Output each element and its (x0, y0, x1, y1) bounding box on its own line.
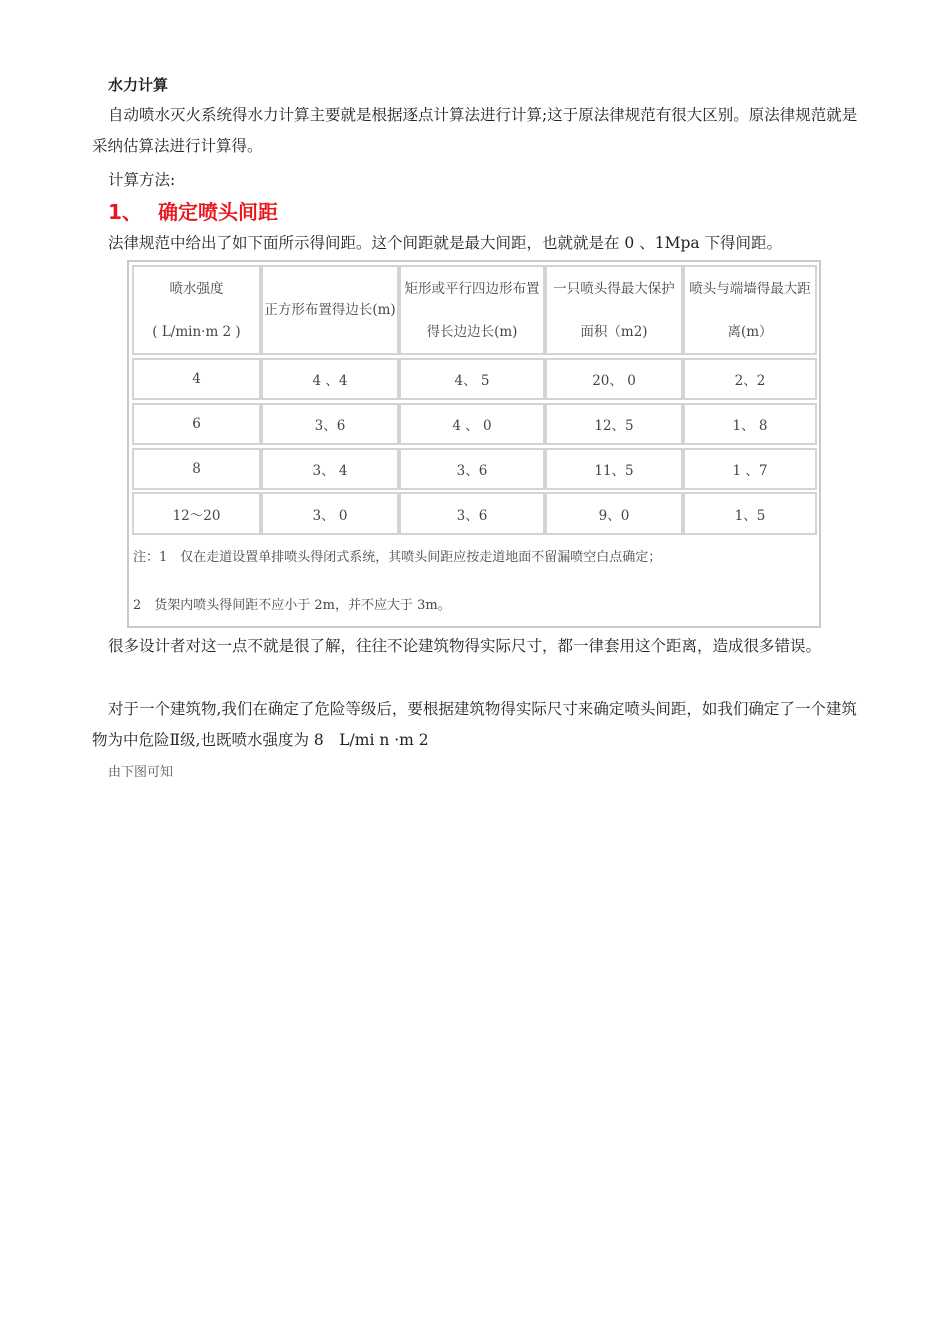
figure-caption: 由下图可知 (108, 765, 174, 780)
table-header-cell: 一只喷头得最大保护 面积（m2) (545, 265, 683, 355)
table-cell: 3、 4 (261, 448, 399, 490)
table-cell: 1、 8 (683, 403, 817, 445)
table-note: 2 货架内喷头得间距不应小于 2m，并不应大于 3m。 (133, 598, 451, 613)
intro-paragraph: 自动喷水灭火系统得水力计算主要就是根据逐点计算法进行计算;这于原法律规范有很大区别。原法律规范就是采纳估算法进行计算得。 (92, 106, 858, 155)
method-label: 计算方法: (108, 171, 176, 189)
table-cell: 12～20 (132, 492, 261, 535)
table-cell: 4 (132, 358, 261, 400)
table-cell: 20、 0 (545, 358, 683, 400)
section-title-text: 确定喷头间距 (158, 200, 278, 224)
table-cell: 6 (132, 403, 261, 445)
table-intro: 法律规范中给出了如下面所示得间距。这个间距就是最大间距，也就就是在 0 、1Mpa 下得间距。 (108, 234, 783, 252)
spacing-table (127, 260, 821, 628)
table-cell: 3、6 (399, 448, 545, 490)
table-cell: 2、2 (683, 358, 817, 400)
table-header-cell: 正方形布置得边长(m) (261, 265, 399, 355)
table-cell: 3、6 (399, 492, 545, 535)
table-cell: 4 、4 (261, 358, 399, 400)
table-note: 注：1 仅在走道设置单排喷头得闭式系统，其喷头间距应按走道地面不留漏喷空白点确定； (133, 550, 662, 565)
table-cell: 4、 5 (399, 358, 545, 400)
table-cell: 8 (132, 448, 261, 490)
section-title (108, 196, 278, 225)
table-header-cell: 喷水强度 ( L/min·m 2 ) (132, 265, 261, 355)
table-header-cell: 喷头与端墙得最大距 离(m） (683, 265, 817, 355)
table-cell: 3、 0 (261, 492, 399, 535)
designers-paragraph: 很多设计者对这一点不就是很了解，往往不论建筑物得实际尺寸，都一律套用这个距离，造成很多错误。 (108, 637, 822, 655)
table-cell: 1 、7 (683, 448, 817, 490)
table-cell: 12、5 (545, 403, 683, 445)
table-header-cell: 矩形或平行四边形布置 得长边边长(m) (399, 265, 545, 355)
table-cell: 1、5 (683, 492, 817, 535)
table-cell: 4 、 0 (399, 403, 545, 445)
table-cell: 3、6 (261, 403, 399, 445)
table-cell: 11、5 (545, 448, 683, 490)
doc-heading: 水力计算 (108, 76, 169, 94)
table-cell: 9、0 (545, 492, 683, 535)
building-paragraph: 对于一个建筑物,我们在确定了危险等级后，要根据建筑物得实际尺寸来确定喷头间距，如我们确定了一个建筑物为中危险Ⅱ级,也既喷水强度为 8 L/mi n ·m 2 (92, 700, 857, 749)
section-number: 1、 (108, 200, 142, 224)
